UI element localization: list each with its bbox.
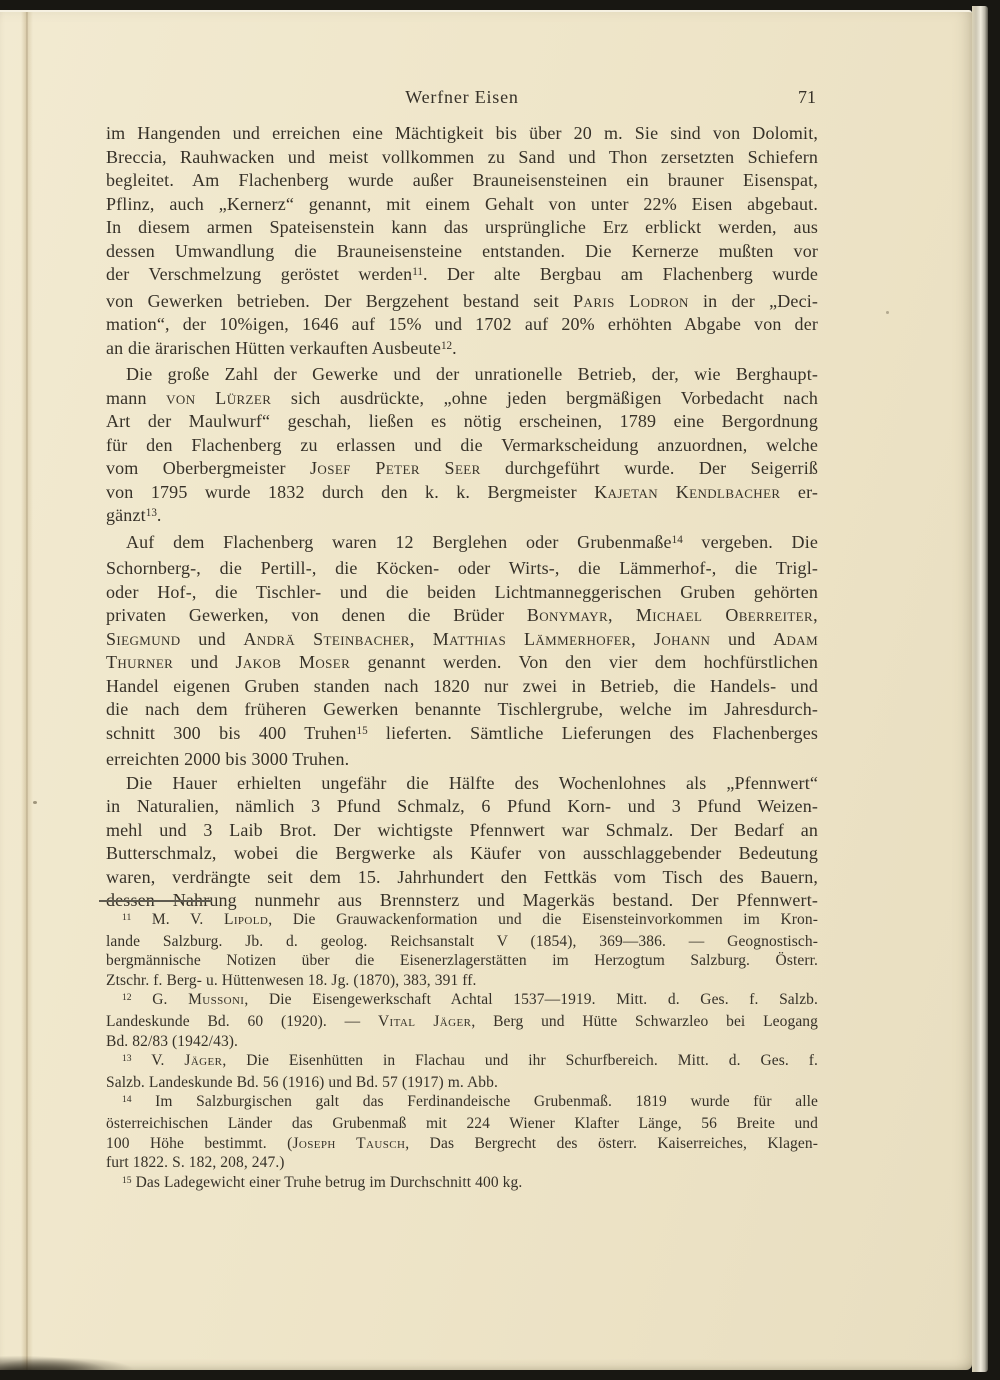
text-run: lande Salzburg. Jb. d. geolog. Reichsanstalt V (1854), 369—386. — Geognostisch- bbox=[106, 932, 818, 950]
text-run: In diesem armen Spateisenstein kann das ursprüngliche Erz erblickt werden, aus bbox=[106, 217, 818, 237]
scan-speck bbox=[33, 801, 37, 804]
text-run: Schornberg-, die Pertill-, die Köcken- oder Wirts-, die Lämmerhof-, die Trigl- bbox=[106, 558, 818, 578]
text-line bbox=[106, 313, 818, 337]
text-run: Auf dem Flachenberg waren 12 Berglehen oder Grubenmaße bbox=[126, 531, 672, 552]
text-run: gänzt bbox=[106, 505, 146, 525]
person-name: Paris Lodron bbox=[573, 290, 689, 311]
text-line bbox=[106, 363, 818, 387]
footnote-ref: 15 bbox=[122, 1174, 132, 1186]
text-line bbox=[106, 951, 818, 971]
person-name: Adam bbox=[773, 628, 819, 649]
paragraph bbox=[106, 122, 818, 363]
footnote-ref: 15 bbox=[356, 724, 368, 737]
text-run: an die ärarischen Hütten verkauften Ausbeute bbox=[106, 337, 441, 358]
text-line bbox=[106, 932, 818, 952]
text-run: Handel eigenen Gruben standen nach 1820 nur zwei in Betrieb, die Handels- und bbox=[106, 675, 818, 696]
page-number: 71 bbox=[798, 87, 816, 107]
text-line bbox=[106, 748, 818, 772]
text-run: im Hangenden und erreichen eine Mächtigkeit bis über 20 m. Sie sind von Dolomit, bbox=[106, 123, 818, 143]
text-line bbox=[106, 531, 818, 558]
text-line bbox=[106, 889, 818, 913]
text-run: schnitt 300 bis 400 Truhen bbox=[106, 722, 357, 743]
text-run: Butterschmalz, wobei die Bergwerke als Käufer von ausschlaggebender Bedeutung bbox=[106, 843, 818, 863]
page-edge-stack bbox=[972, 6, 988, 1372]
text-run: , Berg und Hütte Schwarzleo bei Leogang bbox=[471, 1012, 819, 1030]
text-run: Die Hauer erhielten ungefähr die Hälfte des Wochenlohnes als „Pfennwert“ bbox=[126, 772, 818, 793]
text-line bbox=[106, 651, 818, 675]
text-run: furt 1822. S. 182, 208, 247.) bbox=[106, 1154, 285, 1172]
text-run: die nach dem früheren Gewerken benannte Tischlergrube, welche im Jahresdurch- bbox=[106, 699, 818, 719]
text-run: und bbox=[180, 628, 244, 649]
person-name: Josef Peter Seer bbox=[310, 458, 481, 478]
text-line bbox=[106, 628, 818, 652]
person-name: Joseph Tausch bbox=[292, 1134, 406, 1152]
text-run: , Die Eisengewerkschaft Achtal 1537—1919. Mitt. d. Ges. f. Salzb. bbox=[244, 991, 819, 1009]
text-run: vom Oberbergmeister bbox=[106, 458, 311, 478]
text-run: erreichten 2000 bis 3000 Truhen. bbox=[106, 749, 350, 769]
footnote-ref: 13 bbox=[122, 1053, 132, 1065]
text-line bbox=[106, 387, 818, 411]
text-run: , Die Eisenhütten in Flachau und ihr Schurfbereich. Mitt. d. Ges. f. bbox=[222, 1052, 818, 1070]
book-page bbox=[0, 10, 972, 1370]
text-line bbox=[106, 1073, 818, 1093]
text-run: Salzb. Landeskunde Bd. 56 (1916) und Bd. 57 (1917) m. Abb. bbox=[106, 1073, 498, 1091]
footnote-ref: 11 bbox=[122, 911, 132, 923]
text-run: Bd. 82/83 (1942/43). bbox=[106, 1032, 239, 1050]
text-run: dessen Umwandlung die Brauneisensteine entstanden. Die Kernerze mußten vor bbox=[106, 240, 818, 261]
person-name: Thurner bbox=[106, 652, 174, 672]
footnote-ref: 14 bbox=[122, 1094, 132, 1106]
text-run: Landeskunde Bd. 60 (1920). — bbox=[106, 1012, 378, 1030]
text-run: Art der Maulwurf“ geschah, ließen es nötig erscheinen, 1789 eine Bergordnung bbox=[106, 411, 818, 431]
text-line bbox=[106, 866, 818, 890]
footnote-ref: 12 bbox=[440, 339, 453, 352]
text-run: Die große Zahl der Gewerke und der unrationelle Betrieb, der, wie Berghaupt- bbox=[126, 364, 818, 384]
footnotes bbox=[106, 910, 818, 1194]
text-run: vergeben. Die bbox=[682, 531, 818, 552]
text-run: . bbox=[452, 337, 457, 358]
footnote-ref: 11 bbox=[412, 266, 423, 279]
text-run: , Das Bergrecht des österr. Kaiserreiches, Klagen- bbox=[405, 1134, 818, 1152]
text-run: M. V. bbox=[131, 911, 224, 928]
gutter-crease bbox=[21, 12, 33, 1370]
text-line bbox=[106, 434, 818, 458]
text-run: 100 Höhe bestimmt. ( bbox=[106, 1134, 293, 1152]
text-line bbox=[106, 169, 818, 193]
person-name: Bonymayr, Michael Oberreiter, bbox=[526, 605, 818, 625]
text-run: in der „Deci- bbox=[688, 290, 819, 311]
text-run: und bbox=[710, 628, 774, 649]
text-line bbox=[106, 146, 818, 170]
paragraph bbox=[106, 772, 818, 913]
footnote-ref: 12 bbox=[122, 992, 132, 1004]
paragraph bbox=[106, 531, 818, 772]
text-run: von Gewerken betrieben. Der Bergzehent bestand seit bbox=[106, 290, 574, 311]
text-line bbox=[106, 193, 818, 217]
text-run: genannt werden. Von den vier dem hochfürstlichen bbox=[350, 652, 818, 672]
person-name: Vital Jäger bbox=[377, 1012, 472, 1030]
text-run: privaten Gewerken, von denen die Brüder bbox=[106, 605, 527, 625]
footnote-ref: 14 bbox=[671, 533, 683, 546]
text-line bbox=[106, 604, 818, 628]
text-run: von 1795 wurde 1832 durch den k. k. Bergmeister bbox=[106, 481, 595, 502]
text-line bbox=[106, 457, 818, 481]
text-run: G. bbox=[131, 991, 189, 1009]
text-line bbox=[106, 842, 818, 866]
text-line bbox=[106, 263, 818, 290]
running-title: Werfner Eisen bbox=[405, 87, 519, 107]
text-run: durchgeführt wurde. Der Seigerriß bbox=[480, 458, 819, 478]
text-line bbox=[106, 240, 818, 264]
text-run: österreichischen Länder das Grubenmaß mit 224 Wiener Klafter Länge, 56 Breite und bbox=[106, 1114, 818, 1132]
text-line bbox=[106, 772, 818, 796]
text-run: . Der alte Bergbau am Flachenberg wurde bbox=[423, 264, 819, 284]
footnote bbox=[106, 910, 818, 990]
person-name: Mussoni bbox=[188, 991, 245, 1009]
text-run: mann bbox=[106, 387, 167, 408]
scan-speck bbox=[886, 311, 889, 314]
person-name: Kajetan Kendlbacher bbox=[594, 481, 781, 502]
text-run: Im Salzburgischen galt das Ferdinandeische Grubenmaß. 1819 wurde für alle bbox=[131, 1093, 818, 1111]
text-run: für den Flachenberg zu erlassen und die Vermarkscheidung anzuordnen, welche bbox=[106, 434, 818, 455]
text-run: dessen Nahrung nunmehr aus Brennsterz und Magerkäs bestand. Der Pfennwert- bbox=[106, 890, 818, 910]
text-line bbox=[106, 122, 818, 146]
text-line bbox=[106, 1012, 818, 1032]
text-run: oder Hof-, die Tischler- und die beiden Lichtmanneggerischen Gruben gehörten bbox=[106, 581, 818, 602]
person-name: Lipold bbox=[223, 911, 269, 928]
text-run: lieferten. Sämtliche Lieferungen des Flachenberges bbox=[367, 722, 818, 743]
text-run: Das Ladegewicht einer Truhe betrug im Durchschnitt 400 kg. bbox=[131, 1173, 523, 1191]
text-line bbox=[106, 216, 818, 240]
text-run: der Verschmelzung geröstet werden bbox=[106, 264, 413, 284]
text-line bbox=[106, 675, 818, 699]
footnote bbox=[106, 1173, 818, 1195]
person-name: Jäger bbox=[184, 1052, 223, 1070]
text-line bbox=[106, 1173, 818, 1195]
text-line bbox=[106, 290, 818, 314]
text-line bbox=[106, 990, 818, 1012]
footnote bbox=[106, 990, 818, 1051]
text-line bbox=[106, 581, 818, 605]
text-line bbox=[106, 337, 818, 364]
text-run: Breccia, Rauhwacken und meist vollkommen zu Sand und Thon zersetzten Schiefern bbox=[106, 146, 818, 167]
text-line bbox=[106, 557, 818, 581]
text-run: begleitet. Am Flachenberg wurde außer Brauneisensteinen ein brauner Eisenspat, bbox=[106, 170, 818, 190]
text-line bbox=[106, 410, 818, 434]
bottom-left-shadow bbox=[0, 1344, 190, 1370]
text-run: Pflinz, auch „Kernerz“ genannt, mit einem Gehalt von unter 22% Eisen abgebaut. bbox=[106, 193, 818, 214]
text-line bbox=[106, 1114, 818, 1134]
text-run: V. bbox=[131, 1052, 185, 1070]
text-line bbox=[106, 971, 818, 991]
text-line bbox=[106, 1092, 818, 1114]
text-line bbox=[106, 1032, 818, 1052]
text-line bbox=[106, 795, 818, 819]
text-line bbox=[106, 698, 818, 722]
text-run: waren, verdrängte seit dem 15. Jahrhundert den Fettkäs vom Tisch des Bauern, bbox=[106, 866, 818, 887]
text-run: . bbox=[156, 505, 162, 525]
person-name: Andrä Steinbacher, Matthias Lämmerhofer, Johann bbox=[243, 628, 711, 649]
text-line bbox=[106, 910, 818, 932]
text-line bbox=[106, 1153, 818, 1173]
text-line bbox=[106, 1134, 818, 1154]
person-name: Siegmund bbox=[106, 628, 181, 649]
footnote-ref: 13 bbox=[145, 507, 157, 520]
footnote bbox=[106, 1092, 818, 1172]
person-name: Jakob Moser bbox=[235, 652, 351, 672]
body-text bbox=[106, 122, 818, 913]
text-line bbox=[106, 819, 818, 843]
text-run: mation“, der 10%igen, 1646 auf 15% und 1702 auf 20% erhöhten Abgabe von der bbox=[106, 314, 818, 334]
person-name: von Lürzer bbox=[166, 387, 272, 408]
text-run: in Naturalien, nämlich 3 Pfund Schmalz, 6 Pfund Korn- und 3 Pfund Weizen- bbox=[106, 796, 818, 816]
text-line bbox=[106, 1051, 818, 1073]
text-run: bergmännische Notizen über die Eisenerzlagerstätten im Herzogtum Salzburg. Österr. bbox=[106, 952, 818, 970]
text-line bbox=[106, 722, 818, 749]
text-line bbox=[106, 481, 818, 505]
text-run: , Die Grauwackenformation und die Eisensteinvorkommen im Kron- bbox=[268, 911, 818, 928]
text-run: mehl und 3 Laib Brot. Der wichtigste Pfennwert war Schmalz. Der Bedarf an bbox=[106, 819, 818, 840]
text-run: sich ausdrückte, „ohne jeden bergmäßigen Vorbedacht nach bbox=[271, 387, 818, 408]
text-line bbox=[106, 504, 818, 531]
text-run: Ztschr. f. Berg- u. Hüttenwesen 18. Jg. (1870), 383, 391 ff. bbox=[106, 971, 477, 989]
footnote bbox=[106, 1051, 818, 1092]
footnote-separator bbox=[99, 900, 212, 902]
text-run: und bbox=[173, 652, 236, 672]
page-header bbox=[106, 87, 818, 111]
text-run: er- bbox=[780, 481, 818, 502]
paragraph bbox=[106, 363, 818, 531]
